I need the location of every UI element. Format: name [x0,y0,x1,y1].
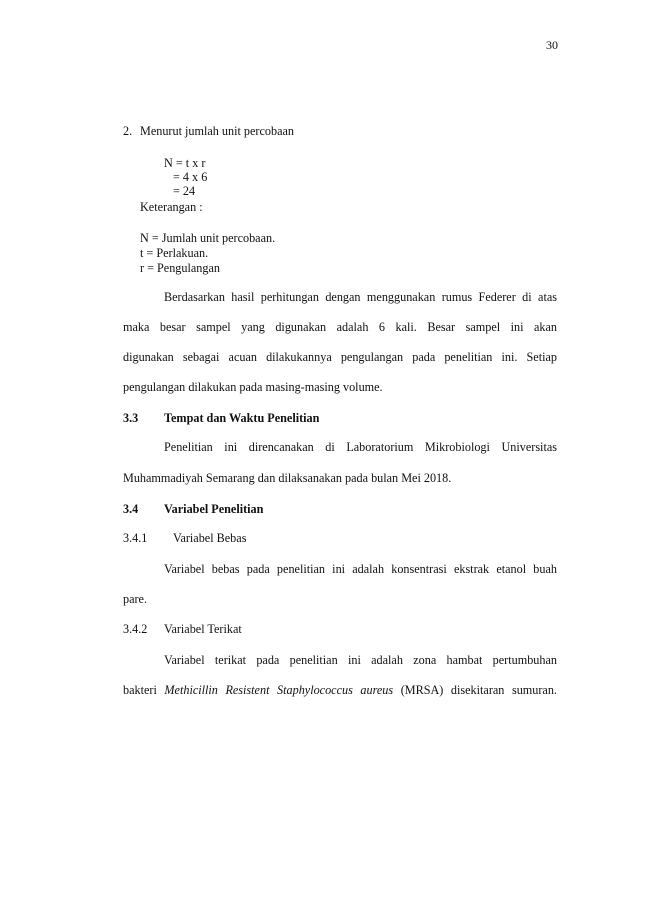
keterangan-label: Keterangan : [140,200,203,214]
paragraph-line: pengulangan dilakukan pada masing-masing volume. [123,380,383,394]
species-name: Methicillin Resistent Staphylococcus aureus [164,683,394,697]
keterangan-item: t = Perlakuan. [140,246,209,260]
paragraph-line: Penelitian ini direncanakan di Laboratorium Mikrobiologi Universitas [164,440,557,454]
section-title: Variabel Penelitian [164,502,264,516]
keterangan-item: r = Pengulangan [140,261,220,275]
paragraph-line: pare. [123,592,148,606]
subsection-title: Variabel Terikat [164,622,242,636]
paragraph-line: Muhammadiyah Semarang dan dilaksanakan pada bulan Mei 2018. [123,471,452,485]
text-suffix: (MRSA) disekitaran sumuran. [393,683,557,697]
list-number: 2. [123,124,133,138]
section-number: 3.3 [123,411,139,425]
formula-line-3: = 24 [173,184,196,198]
paragraph-line: maka besar sampel yang digunakan adalah 6 kali. Besar sampel ini akan [123,320,557,334]
formula-line-1: N = t x r [164,156,206,170]
page-number: 30 [546,38,558,52]
list-item-text: Menurut jumlah unit percobaan [140,124,294,138]
subsection-title: Variabel Bebas [173,531,247,545]
keterangan-item: N = Jumlah unit percobaan. [140,231,276,245]
formula-line-2: = 4 x 6 [173,170,208,184]
subsection-number: 3.4.1 [123,531,148,545]
paragraph-line: Variabel bebas pada penelitian ini adalah konsentrasi ekstrak etanol buah [164,562,557,576]
paragraph-line-last [123,683,557,698]
text-prefix: bakteri [123,683,165,697]
paragraph-line: Berdasarkan hasil perhitungan dengan menggunakan rumus Federer di atas [164,290,557,304]
section-number: 3.4 [123,502,139,516]
paragraph-line: digunakan sebagai acuan dilakukannya pengulangan pada penelitian ini. Setiap [123,350,557,364]
paragraph-line: Variabel terikat pada penelitian ini adalah zona hambat pertumbuhan [164,653,557,667]
section-title: Tempat dan Waktu Penelitian [164,411,320,425]
subsection-number: 3.4.2 [123,622,148,636]
